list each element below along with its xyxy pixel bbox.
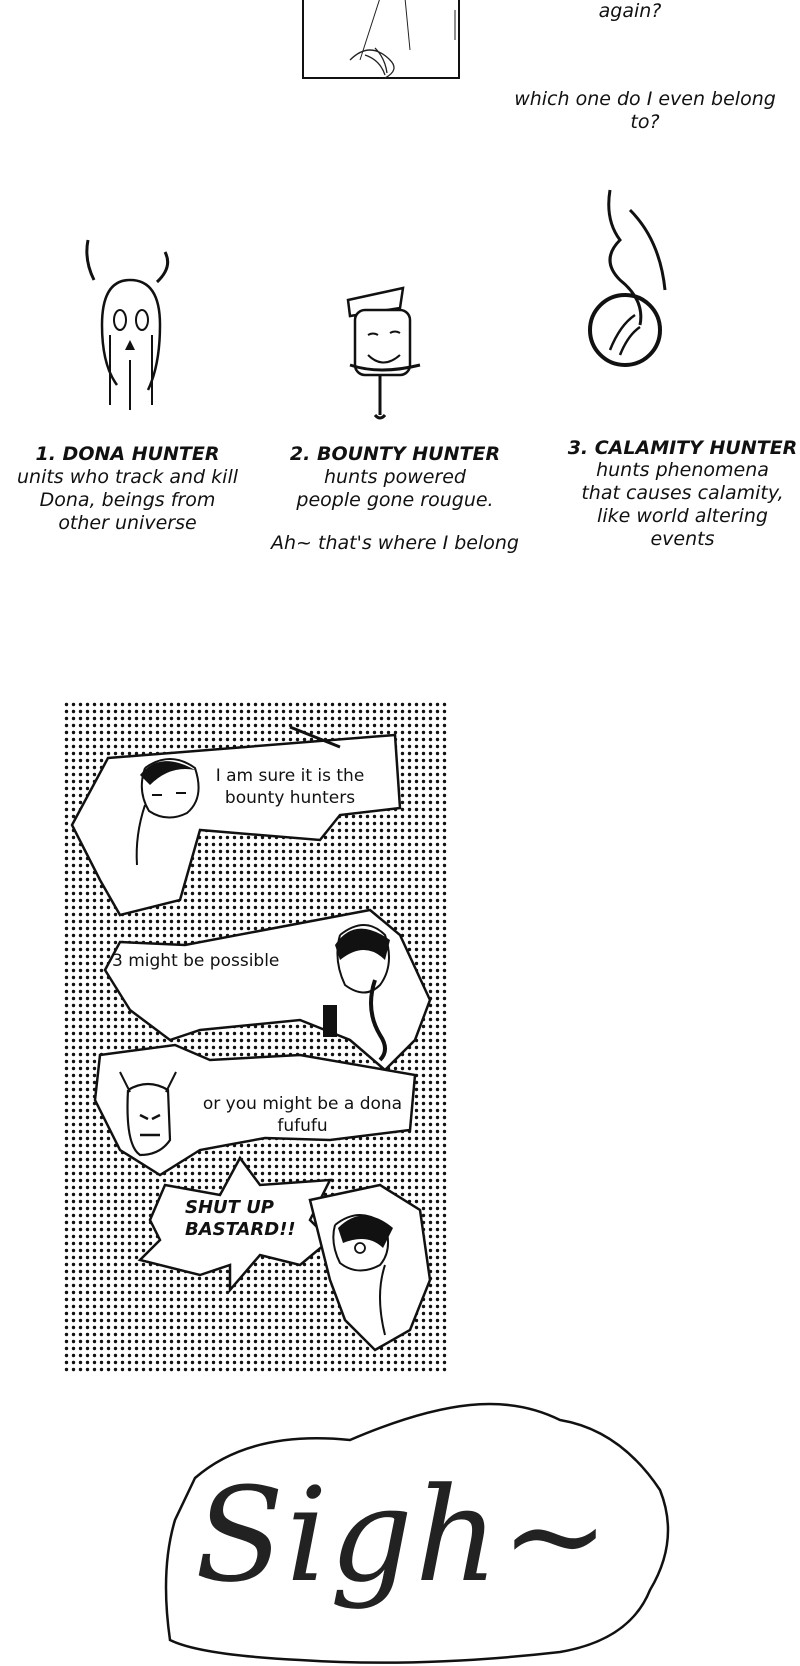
dona-hunter-description: units who track and kill Dona, beings from other universe (16, 466, 238, 534)
bubble-2-text: 3 might be possible (112, 951, 280, 971)
bounty-hunter-description: hunts powered people gone rougue. (296, 466, 494, 511)
bubble-1-text: I am sure it is the bounty hunters (215, 766, 365, 808)
bounty-hunter-figure (340, 285, 440, 435)
bubble-3-text: or you might be a dona fufufu (202, 1094, 403, 1136)
bubble-4-shout-text: SHUT UP BASTARD!! (185, 1197, 296, 1240)
question-text: which one do I even belong to? (514, 88, 776, 133)
calamity-hunter-title: 3. CALAMITY HUNTER (567, 437, 798, 459)
calamity-hunter-figure (570, 190, 680, 390)
again-text: again? (598, 0, 662, 22)
top-panel-art (0, 0, 800, 90)
belong-note: Ah~ that's where I belong (271, 532, 519, 554)
bounty-hunter-title: 2. BOUNTY HUNTER (289, 443, 501, 465)
dona-hunter-figure (70, 240, 190, 420)
calamity-hunter-description: hunts phenomena that causes calamity, like world altering events (581, 459, 784, 550)
dona-hunter-title: 1. DONA HUNTER (35, 443, 220, 465)
sigh-text: Sigh~ (195, 1459, 612, 1611)
